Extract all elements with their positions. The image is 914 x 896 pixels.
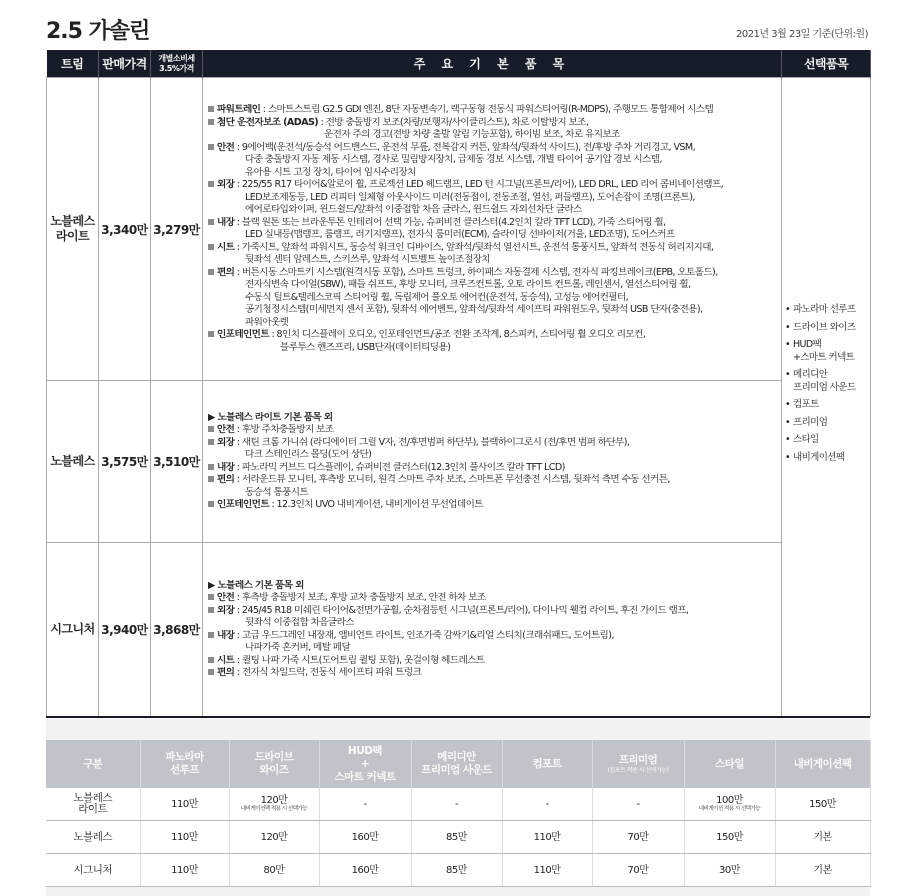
table-row xyxy=(46,788,870,821)
option-row-label-l1: 노블레스 xyxy=(73,792,113,804)
option-price-cell xyxy=(684,854,775,887)
table-header-row xyxy=(47,50,871,78)
option-header-text: 스타일 xyxy=(715,757,744,770)
feature-text: : 전자식 차일드락, 전동식 세이프티 파워 트렁크 xyxy=(234,667,422,678)
feature-category: 시트 xyxy=(217,241,235,253)
option-price-cell xyxy=(592,821,684,854)
trim-tax-price: 3,868만 xyxy=(151,543,203,717)
feature-line xyxy=(208,117,778,130)
option-header xyxy=(411,740,502,788)
col-tax-price xyxy=(151,50,203,78)
option-row-label xyxy=(46,854,140,887)
feature-text: 나파가죽 혼커버, 메탈 페달 xyxy=(245,642,351,653)
feature-line xyxy=(208,142,778,155)
feature-line xyxy=(208,267,778,280)
trim-name-l2: 라이트 xyxy=(55,229,90,243)
col-tax-price-l2: 3.5%가격 xyxy=(159,63,194,73)
option-price-value: 110만 xyxy=(533,864,561,876)
feature-text: : 후방 주차충돌방지 보조 xyxy=(234,424,334,435)
option-row-label-l1: 노블레스 xyxy=(73,830,113,843)
feature-text: : 퀼팅 나파 가죽 시트(도어트림 퀼팅 포함), 웃걸이형 헤드레스트 xyxy=(234,654,485,666)
col-trim: 트림 xyxy=(47,50,99,78)
feature-line xyxy=(208,167,778,180)
table-row xyxy=(47,543,871,717)
option-price-cell xyxy=(319,821,411,854)
feature-line xyxy=(208,667,778,680)
feature-text: : 9에어백(운전석/동승석 어드밴스드, 운전석 무릎, 전복감지 커튼, 앞좌석/뒷좌석 사이드), 전/후방 주차 거리경고, VSM, xyxy=(234,141,696,153)
option-header xyxy=(502,740,592,788)
bullet-square-icon xyxy=(208,244,214,250)
option-price-cell xyxy=(411,821,502,854)
feature-category: 시트 xyxy=(217,654,235,666)
bullet-square-icon xyxy=(208,594,214,600)
feature-list xyxy=(203,381,782,543)
feature-line xyxy=(208,317,778,330)
feature-text: : 가죽시트, 앞좌석 파워시트, 동승석 워크인 디바이스, 앞좌석/뒷좌석 열선시트, 운전석 통풍시트, 앞좌석 전동식 허리지지대, xyxy=(234,241,714,253)
option-price-cell xyxy=(140,854,229,887)
feature-category: 안전 xyxy=(217,592,235,603)
option-row-label-l2: 라이트 xyxy=(78,803,108,815)
option-item xyxy=(785,452,870,465)
option-price-value: 30만 xyxy=(719,864,740,876)
option-item xyxy=(785,322,870,335)
trim-name xyxy=(47,78,99,381)
option-price-value: 기본 xyxy=(813,864,832,876)
feature-line xyxy=(208,462,778,475)
col-options: 선택품목 xyxy=(782,50,871,78)
option-price-cell xyxy=(684,788,775,821)
feature-line xyxy=(208,437,778,450)
bullet-square-icon xyxy=(208,144,214,150)
feature-line xyxy=(208,342,778,355)
option-list xyxy=(782,78,871,717)
feature-line xyxy=(208,605,778,618)
option-price-value: 160만 xyxy=(351,864,379,876)
option-header-text: 구분 xyxy=(83,757,103,770)
trim-name-l1: 노블레스 xyxy=(50,214,95,228)
feature-category: 내장 xyxy=(217,461,235,473)
option-header-text: 프리미엄 사운드 xyxy=(421,764,492,776)
option-row-label xyxy=(46,788,140,821)
option-header-text: 와이즈 xyxy=(259,764,289,776)
feature-text: 공기청정시스템(미세먼지 센서 포함), 뒷좌석 에어벤트, 앞좌석/뒷좌석 세이프티 파워윈도우, 뒷좌석 USB 단자(충전용), xyxy=(245,304,703,315)
feature-category: 안전 xyxy=(217,141,235,153)
option-header-note: (컴포트 적용 시 선택가능) xyxy=(607,766,669,774)
option-price-cell xyxy=(140,788,229,821)
option-header-text: 드라이브 xyxy=(254,751,294,763)
feature-text: : 8인치 디스플레이 오디오, 인포테인먼트/공조 전환 조작계, 8스피커, 스티어링 휠 오디오 리모컨, xyxy=(269,329,646,340)
bullet-square-icon xyxy=(208,219,214,225)
feature-line xyxy=(208,449,778,462)
feature-line xyxy=(208,242,778,255)
option-price-cell xyxy=(229,788,319,821)
option-item xyxy=(785,417,870,430)
option-price-value: 120만 xyxy=(260,795,288,806)
option-price-value: 70만 xyxy=(627,831,649,843)
table-row xyxy=(46,821,870,854)
feature-text: 에어로타입와이퍼, 윈드쉴드/앞좌석 이중접합 차음 글라스, 윈드쉴드 자외선차단 글라스 xyxy=(245,204,582,215)
feature-line xyxy=(208,499,778,512)
feature-line xyxy=(208,254,778,267)
option-price-value: - xyxy=(454,798,459,810)
option-header-text: 컴포트 xyxy=(532,757,562,770)
feature-text: : 버튼시동 스마트키 시스템(원격시동 포함), 스마트 트렁크, 하이패스 자동결제 시스템, 전자식 파킹브레이크(EPB, 오토홀드), xyxy=(234,266,718,278)
option-price-value: 110만 xyxy=(171,864,198,876)
option-price-cell xyxy=(411,788,502,821)
option-label: 프리미엄 xyxy=(793,416,828,428)
feature-list xyxy=(203,543,782,717)
feature-text: : 블랙 원톤 또는 브라운투톤 인테리어 선택 가능, 슈퍼비전 클러스터(4.2인치 칼라 TFT LCD), 가죽 스티어링 휠, xyxy=(234,216,666,228)
feature-text: 유아용 시트 고정 장치, 타이어 임시수리장치 xyxy=(245,166,416,178)
option-price-cell xyxy=(684,821,775,854)
feature-line xyxy=(208,424,778,437)
option-label-cont: 프리미엄 사운드 xyxy=(793,381,856,393)
bullet-square-icon xyxy=(208,439,214,445)
page-title: 2.5 가솔린 xyxy=(46,19,150,44)
bullet-dot-icon: • xyxy=(785,399,791,410)
table-row xyxy=(47,381,871,543)
option-price-value: - xyxy=(363,798,367,810)
feature-category: 인포테인먼트 xyxy=(217,499,270,510)
col-features: 주 요 기 본 품 목 xyxy=(203,50,782,78)
option-price-note: 내비게이션팩 적용 시 선택가능 xyxy=(240,806,308,812)
feature-line xyxy=(208,617,778,630)
option-item xyxy=(785,369,870,394)
trim-name: 노블레스 xyxy=(47,381,99,543)
feature-category: 외장 xyxy=(217,179,235,190)
feature-text: 블루투스 핸즈프리, USB단자(데이터티딩용) xyxy=(280,341,451,353)
option-header-text: 파노라마 xyxy=(165,751,204,763)
bullet-dot-icon: • xyxy=(785,416,791,428)
option-header-text: 메리디안 xyxy=(437,751,476,763)
trim-price-table xyxy=(46,50,871,717)
feature-line xyxy=(208,217,778,230)
feature-category: 외장 xyxy=(217,604,235,616)
option-price-cell xyxy=(775,821,870,854)
feature-group-heading: ▶ 노블레스 기본 품목 외 xyxy=(208,579,304,591)
bullet-square-icon xyxy=(208,607,214,613)
option-price-value: 120만 xyxy=(260,831,288,843)
option-header xyxy=(684,740,775,788)
feature-category: 내장 xyxy=(217,216,235,228)
feature-text: : 후측방 충돌방지 보조, 후방 교차 충돌방지 보조, 안전 하차 보조 xyxy=(234,592,486,603)
option-table-header xyxy=(46,740,870,788)
bullet-dot-icon: • xyxy=(785,304,791,315)
option-header-text: 내비게이션팩 xyxy=(793,757,852,770)
option-price-value: 80만 xyxy=(263,864,285,876)
feature-text: : 고급 우드그레인 내장재, 앰비언트 라이트, 인조가죽 감싸기&리얼 스티치(크래쉬패드, 도어트림), xyxy=(234,629,614,641)
feature-category: 외장 xyxy=(217,436,235,448)
option-header-text: + xyxy=(360,757,370,770)
option-price-cell xyxy=(319,854,411,887)
feature-line xyxy=(208,129,778,142)
option-header-text: 선루프 xyxy=(170,764,199,776)
bullet-square-icon xyxy=(208,464,214,470)
feature-text: : 12.3인치 UVO 내비게이션, 내비게이션 무선업데이트 xyxy=(269,499,483,510)
bullet-dot-icon: • xyxy=(785,369,791,380)
option-price-cell xyxy=(140,821,229,854)
feature-line xyxy=(208,592,778,605)
option-price-value: 85만 xyxy=(446,864,467,876)
option-price-cell xyxy=(229,821,319,854)
option-price-cell xyxy=(229,854,319,887)
feature-text: : 스마트스트림 G2.5 GDI 엔진, 8단 자동변속기, 랙구동형 전동식 파워스티어링(R-MDPS), 주행모드 통합제어 시스템 xyxy=(260,104,714,115)
option-price-value: 70만 xyxy=(627,864,649,876)
feature-text: 다중 충돌방지 자동 제동 시스템, 경사로 밀림방지장치, 급제동 경보 시스템, 개별 타이어 공기압 경보 시스템, xyxy=(245,154,662,165)
feature-line xyxy=(208,229,778,242)
option-label: HUD팩 xyxy=(793,339,822,350)
feature-text: : 파노라믹 커브드 디스플레이, 슈퍼비전 클러스터(12.3인치 풀사이즈 칼라 TFT LCD) xyxy=(234,461,565,473)
feature-line xyxy=(208,642,778,655)
feature-text: 동승석 통풍시트 xyxy=(245,486,309,498)
feature-group-heading: ▶ 노블레스 라이트 기본 품목 외 xyxy=(208,411,333,423)
trim-price: 3,575만 xyxy=(99,381,151,543)
feature-category: 편의 xyxy=(217,474,235,485)
bullet-square-icon xyxy=(208,119,214,125)
option-label-cont: +스마트 커넥트 xyxy=(793,351,855,363)
option-price-value: 110만 xyxy=(171,798,198,810)
feature-line xyxy=(208,474,778,487)
trim-price: 3,940만 xyxy=(99,543,151,717)
feature-category: 내장 xyxy=(217,629,235,641)
option-price-value: 기본 xyxy=(813,831,832,843)
option-row-label-l1: 시그니처 xyxy=(73,863,113,876)
bullet-dot-icon: • xyxy=(785,339,791,350)
feature-line xyxy=(208,630,778,643)
feature-text: 전자식변속 다이얼(SBW), 패들 쉬프트, 후방 모니터, 크루즈컨트롤, 오토 라이트 컨트롤, 레인센서, 열선스티어링 휠, xyxy=(245,279,691,290)
option-label: 컴포트 xyxy=(793,399,819,410)
option-price-cell xyxy=(775,854,870,887)
option-price-value: 160만 xyxy=(351,831,379,843)
bullet-square-icon xyxy=(208,632,214,638)
option-price-cell xyxy=(502,821,592,854)
col-price: 판매가격 xyxy=(99,50,151,78)
feature-line xyxy=(208,204,778,217)
feature-line xyxy=(208,192,778,205)
option-price-note: 내비게이션 적용 시 선택가능 xyxy=(698,806,761,812)
feature-line xyxy=(208,655,778,668)
feature-line xyxy=(208,487,778,500)
feature-list xyxy=(203,78,782,381)
feature-text: 파워아웃렛 xyxy=(245,316,289,328)
bullet-square-icon xyxy=(208,106,214,112)
bullet-square-icon xyxy=(208,331,214,337)
feature-line xyxy=(208,304,778,317)
option-price-value: 150만 xyxy=(809,798,836,810)
feature-line xyxy=(208,279,778,292)
option-label: 내비게이션팩 xyxy=(793,451,845,463)
option-header xyxy=(229,740,319,788)
option-header xyxy=(140,740,229,788)
trim-tax-price: 3,510만 xyxy=(151,381,203,543)
feature-line xyxy=(208,329,778,342)
feature-text: : 245/45 R18 미쉐린 타이어&전면가공휠, 순차점등턴 시그널(프론트/리어), 다이나믹 웰컴 라이트, 후진 가이드 램프, xyxy=(234,604,689,616)
option-label: 메리디안 xyxy=(793,369,828,380)
feature-category: 편의 xyxy=(217,266,235,278)
option-price-cell xyxy=(775,788,870,821)
option-price-cell xyxy=(502,854,592,887)
feature-text: 뒷좌석 이중접합 차음글라스 xyxy=(245,617,354,628)
bullet-square-icon xyxy=(208,476,214,482)
trim-name: 시그니처 xyxy=(47,543,99,717)
option-header xyxy=(319,740,411,788)
option-price-value: - xyxy=(636,798,640,810)
bullet-square-icon xyxy=(208,426,214,432)
feature-text: : 서라운드뷰 모니터, 후측방 모니터, 원격 스마트 주차 보조, 스마트폰 무선충전 시스템, 뒷좌석 측면 수동 선커튼, xyxy=(234,474,670,485)
bullet-dot-icon: • xyxy=(785,434,791,445)
feature-text: 수동식 틸트&텔레스코픽 스티어링 휠, 독립제어 풀오토 에어컨(운전석, 동승석), 고성능 에어컨필터, xyxy=(245,291,629,303)
feature-text: 다크 스테인리스 몰딩(도어 상단) xyxy=(245,449,372,460)
bullet-dot-icon: • xyxy=(785,451,791,463)
feature-text: : 새틴 크롬 가니쉬 (라디에이터 그릴 V자, 전/후면범퍼 하단부), 블랙하이그로시 (전/후면 범퍼 하단부), xyxy=(234,436,630,448)
option-price-value: - xyxy=(545,798,549,810)
option-item xyxy=(785,434,870,447)
feature-text: : 225/55 R17 타이어&알로이 휠, 프로젝션 LED 헤드램프, LED 턴 시그널(프론트/리어), LED DRL, LED 리어 콤비네이션램프, xyxy=(234,179,724,190)
option-label: 스타일 xyxy=(793,434,819,445)
option-price-value: 100만 xyxy=(716,795,743,806)
feature-text: 뒷좌석 센터 암레스트, 스키쓰루, 앞좌석 시트벨트 높이조절장치 xyxy=(245,254,490,265)
feature-category: 인포테인먼트 xyxy=(217,329,270,340)
option-price-value: 85만 xyxy=(446,831,467,843)
option-header xyxy=(775,740,870,788)
feature-line xyxy=(208,154,778,167)
option-item xyxy=(785,339,870,364)
option-price-cell xyxy=(319,788,411,821)
option-price-value: 150만 xyxy=(716,831,743,843)
option-price-value: 110만 xyxy=(533,831,561,843)
feature-text: LED 실내등(맵램프, 룸램프, 러기지램프), 전자식 룸미러(ECM), 슬라이딩 선바이저(거울, LED조명), 도어스커프 xyxy=(245,229,675,240)
bullet-square-icon xyxy=(208,657,214,663)
option-price-cell xyxy=(502,788,592,821)
feature-text: 운전자 주의 경고(전방 차량 출발 알림 기능포함), 하이빔 보조, 차로 유지보조 xyxy=(324,129,620,140)
feature-category: 첨단 운전자보조 (ADAS) xyxy=(217,116,319,128)
feature-line xyxy=(208,292,778,305)
feature-line xyxy=(208,104,778,117)
bullet-dot-icon: • xyxy=(785,321,791,333)
option-header xyxy=(592,740,684,788)
option-label: 드라이브 와이즈 xyxy=(793,321,856,333)
feature-category: 안전 xyxy=(217,424,235,435)
option-item xyxy=(785,304,870,317)
trim-tax-price: 3,279만 xyxy=(151,78,203,381)
feature-category: 파워트레인 xyxy=(217,104,261,115)
price-date-note: 2021년 3월 23일 기준(단위:원) xyxy=(735,29,868,40)
bullet-square-icon xyxy=(208,501,214,507)
option-header-text: 스마트 커넥트 xyxy=(334,770,396,783)
option-header-text: HUD팩 xyxy=(347,744,383,757)
feature-line xyxy=(208,179,778,192)
option-price-value: 110만 xyxy=(171,831,198,843)
feature-text: LED보조제동등, LED 리피터 일체형 아웃사이드 미러(전동접이, 전동조절, 열선, 퍼들램프), 도어손잡이 조명(프론트), xyxy=(245,191,695,203)
option-item xyxy=(785,399,870,412)
trim-price: 3,340만 xyxy=(99,78,151,381)
table-row xyxy=(47,78,871,381)
feature-text: : 전방 충돌방지 보조(차량/보행자/사이클리스트), 차로 이탈방지 보조, xyxy=(318,116,589,128)
option-header xyxy=(46,740,140,788)
option-header-text: 프리미엄 xyxy=(618,753,658,766)
feature-category: 편의 xyxy=(217,667,235,678)
bullet-square-icon xyxy=(208,181,214,187)
option-price-cell xyxy=(411,854,502,887)
option-price-cell xyxy=(592,788,684,821)
option-label: 파노라마 선루프 xyxy=(793,304,856,315)
table-row xyxy=(46,854,870,887)
option-price-cell xyxy=(592,854,684,887)
option-price-table xyxy=(46,740,871,887)
bullet-square-icon xyxy=(208,269,214,275)
option-row-label xyxy=(46,821,140,854)
bullet-square-icon xyxy=(208,669,214,675)
col-tax-price-l1: 개별소비세 xyxy=(158,53,195,63)
